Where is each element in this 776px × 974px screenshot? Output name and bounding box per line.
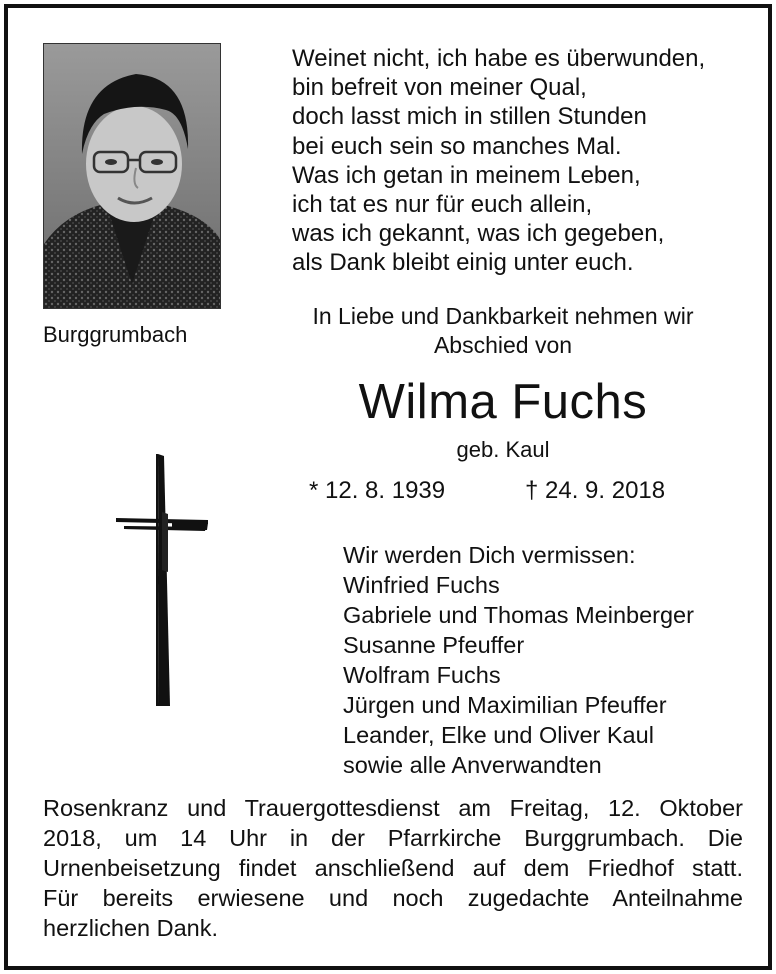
poem [292, 44, 705, 278]
service-notice [43, 793, 743, 943]
notice-line: Für bereits erwiesene und noch zugedachte Anteilnahme [43, 885, 743, 911]
poem-line: bin befreit von meiner Qual, [292, 74, 587, 102]
obituary-notice [4, 4, 772, 970]
deceased-name: Wilma Fuchs [358, 375, 648, 429]
intro-line: In Liebe und Dankbarkeit nehmen wir [312, 303, 694, 329]
poem-line: doch lasst mich in stillen Stunden [292, 103, 647, 131]
poem-line: Weinet nicht, ich habe es überwunden, [292, 45, 706, 72]
poem-line: als Dank bleibt einig unter euch. [292, 249, 634, 277]
notice-line: Urnenbeisetzung findet anschließend auf dem Friedhof statt. [43, 855, 743, 881]
poem-line: was ich gekannt, was ich gegeben, [292, 220, 665, 248]
notice-line: Rosenkranz und Trauergottesdienst am Freitag, 12. Oktober [43, 795, 743, 821]
mourners-heading: Wir werden Dich vermissen: [343, 542, 636, 568]
death-date: † 24. 9. 2018 [525, 477, 666, 504]
mourner-entry: Winfried Fuchs [343, 572, 500, 598]
life-dates [309, 476, 666, 506]
mourner-entry: Leander, Elke und Oliver Kaul [343, 722, 654, 748]
mourner-entry: Wolfram Fuchs [343, 662, 501, 688]
intro-line: Abschied von [433, 332, 573, 358]
poem-line: bei euch sein so manches Mal. [292, 132, 622, 160]
notice-line: herzlichen Dank. [43, 915, 219, 941]
cross-icon [112, 452, 212, 713]
notice-line: 2018, um 14 Uhr in der Pfarrkirche Burggrumbach. Die [43, 825, 743, 851]
mourner-entry: Susanne Pfeuffer [343, 632, 525, 658]
maiden-name: geb. Kaul [456, 437, 550, 462]
mourner-entry: Jürgen und Maximilian Pfeuffer [343, 692, 667, 718]
poem-line: ich tat es nur für euch allein, [292, 191, 593, 219]
place-caption: Burggrumbach [43, 322, 188, 347]
birth-date: * 12. 8. 1939 [309, 477, 446, 504]
mourner-entry: sowie alle Anverwandten [343, 752, 602, 778]
poem-line: Was ich getan in meinem Leben, [292, 161, 641, 189]
mourner-entry: Gabriele und Thomas Meinberger [343, 602, 694, 628]
mourners-list [343, 540, 694, 780]
portrait-photo [43, 43, 221, 309]
farewell-intro [263, 302, 743, 360]
